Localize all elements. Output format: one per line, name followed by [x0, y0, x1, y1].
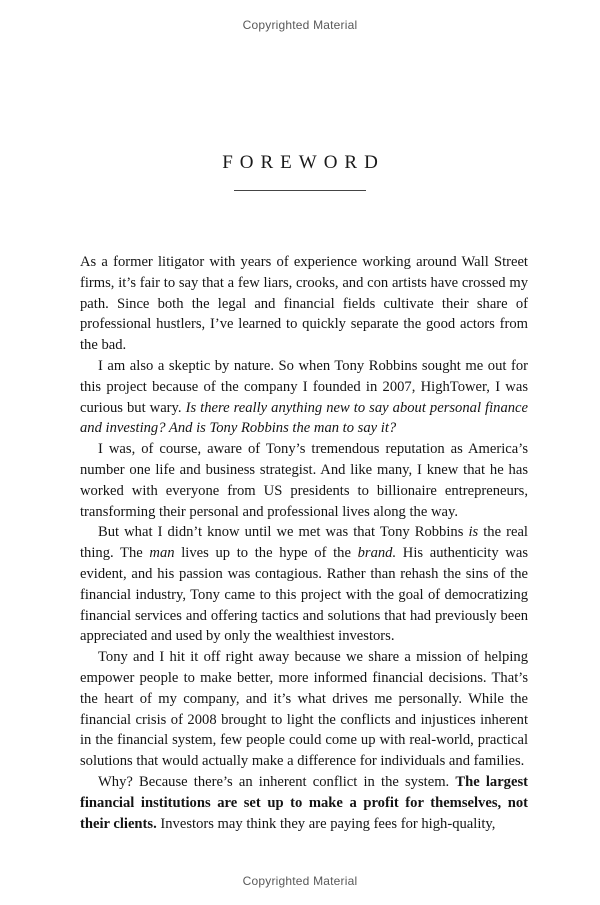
paragraph: [80, 772, 528, 834]
text-segment: His authenticity was evident, and his passion was contagious. Rather than rehash the sins of the financial industry, Tony came to this project with the goal of democratizing financial services and offering tactics and solutions that had previously been appreciated and used by only the wealthiest investors.: [80, 545, 528, 645]
paragraph: [80, 252, 528, 356]
paragraph: [80, 522, 528, 647]
paragraph: [80, 647, 528, 772]
text-segment: I was, of course, aware of Tony’s tremendous reputation as America’s number one life and business strategist. And like many, I knew that he has worked with everyone from US presidents to billionaire entrepreneurs, transforming their personal and professional lives along the way.: [80, 441, 528, 520]
text-segment: is: [468, 524, 479, 541]
text-segment: Investors may think they are paying fees for high-quality,: [156, 815, 496, 832]
paragraph: [80, 356, 528, 439]
text-segment: The largest financial institutions are set up to make a profit for themselves, not their clients.: [80, 773, 528, 832]
text-segment: I am also a skeptic by nature. So when Tony Robbins sought me out for this project because of the company I founded in 2007, HighTower, I was curious but wary.: [80, 357, 528, 416]
text-segment: As a former litigator with years of experience working around Wall Street firms, it’s fair to say that a few liars, crooks, and con artists have crossed my path. Since both the legal and financial fields cultivate their share of professional hustlers, I’ve learned to quickly separate the good actors from the bad.: [80, 254, 528, 354]
paragraph: [80, 439, 528, 522]
text-segment: brand.: [357, 545, 397, 562]
copyright-notice-top: Copyrighted Material: [242, 18, 358, 32]
chapter-title: FOREWORD: [222, 152, 385, 173]
text-segment: lives up to the hype of the: [174, 545, 358, 562]
paragraphs: [80, 252, 528, 834]
text-segment: the real thing. The: [80, 524, 528, 562]
text-segment: Is there really anything new to say about personal finance and investing? And is Tony Robbins the man to say it?: [80, 399, 528, 437]
copyright-notice-bottom: Copyrighted Material: [242, 874, 358, 888]
text-segment: Why? Because there’s an inherent conflict in the system.: [98, 773, 456, 790]
text-segment: man: [149, 545, 175, 562]
title-divider-rule: [234, 190, 366, 191]
text-segment: Tony and I hit it off right away because we share a mission of helping empower people to make better, more informed financial decisions. That’s the heart of my company, and it’s what drives me personally. While the financial crisis of 2008 brought to light the conflicts and injustices inherent in the financial system, few people could come up with real-world, practical solutions that would actually make a difference for individuals and families.: [80, 649, 528, 770]
text-segment: But what I didn’t know until we met was that Tony Robbins: [98, 524, 469, 541]
chapter-title-block: [0, 152, 600, 191]
